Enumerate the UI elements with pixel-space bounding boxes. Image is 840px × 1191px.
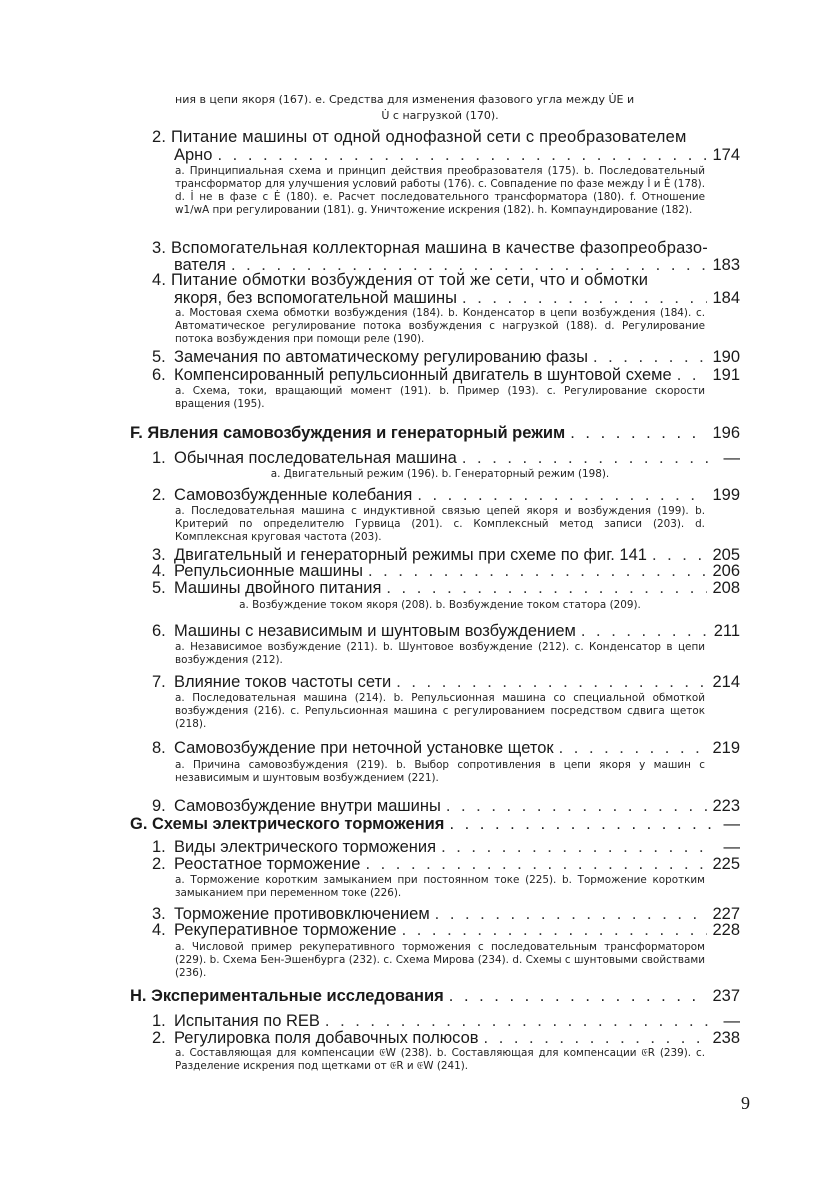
toc-entry: 7. Влияние токов частоты сети . . . 214 bbox=[152, 673, 740, 691]
section-heading-h: H. Экспериментальные исследования . . . 237 bbox=[130, 987, 740, 1005]
toc-entry-title bbox=[152, 128, 687, 146]
toc-entry: 3. Торможение противовключением . . . 227 bbox=[152, 905, 740, 923]
entry-page: 174 bbox=[712, 146, 740, 164]
entry-subtopics: а. Последовательная машина с индуктивной связью цепей якоря и возбуждения (199). b. Критерий по определителю Гурвица (201). с. Комплексный метод записи (203). d. Комплексная круговая частота (203). bbox=[175, 505, 705, 543]
toc-entry: 4. Репульсионные машины . . . 206 bbox=[152, 562, 740, 580]
toc-entry: 5. Машины двойного питания . . . 208 bbox=[152, 579, 740, 597]
entry-subtopics: а. Мостовая схема обмотки возбуждения (184). b. Конденсатор в цепи возбуждения (184). с. Автоматическое регулирование потока возбуждения с нагрузкой (188). d. Регулирование потока возбуждения при помощи реле (190). bbox=[175, 307, 705, 345]
toc-entry: вателя . . . 183 bbox=[174, 256, 740, 274]
section-heading-f: F. Явления самовозбуждения и генераторный режим . . . 196 bbox=[130, 424, 740, 442]
toc-entry: 6. Компенсированный репульсионный двигатель в шунтовой схеме . . . 191 bbox=[152, 366, 740, 384]
toc-entry: 2. Реостатное торможение . . . 225 bbox=[152, 855, 740, 873]
toc-entry-title: 4. Питание обмотки возбуждения от той же сети, что и обмотки bbox=[152, 271, 649, 289]
entry-subtopics: а. Схема, токи, вращающий момент (191). b. Пример (193). с. Регулирование скорости вращения (195). bbox=[175, 385, 705, 410]
entry-subtopics: а. Последовательная машина (214). b. Репульсионная машина со специальной обмоткой возбуждения (216). с. Репульсионная машина с регулированием посредством сдвига щеток (218). bbox=[175, 692, 705, 730]
toc-entry: 6. Машины с независимым и шунтовым возбуждением . . . 211 bbox=[152, 622, 740, 640]
toc-entry: 1. Обычная последовательная машина . . . — bbox=[152, 449, 740, 467]
toc-entry: 2. Регулировка поля добавочных полюсов . . . 238 bbox=[152, 1029, 740, 1047]
toc-entry: 5. Замечания по автоматическому регулированию фазы . . . 190 bbox=[152, 348, 740, 366]
toc-entry: 4. Рекуперативное торможение . . . 228 bbox=[152, 921, 740, 939]
section-heading-g: G. Схемы электрического торможения . . . — bbox=[130, 815, 740, 833]
toc-entry: 3. Двигательный и генераторный режимы при схеме по фиг. 141 . . . 205 bbox=[152, 546, 740, 564]
entry-subtopics: а. Числовой пример рекуперативного торможения с последовательным трансформатором (229). b. Схема Бен-Эшенбурга (232). с. Схема Мирова (234). d. Схемы с шунтовыми свойствами (236). bbox=[175, 941, 705, 979]
entry-number: 2. bbox=[152, 128, 167, 146]
entry-subtopics: а. Причина самовозбуждения (219). b. Выбор сопротивления в цепи якоря у машин с независимым и шунтовым возбуждением (221). bbox=[175, 759, 705, 784]
entry-subtopics: а. Принципиальная схема и принцип действия преобразователя (175). b. Последовательный трансформатор для улучшения условий работы (176). с. Совпадение по фазе между İ и Ė (178). d. İ не в фазе с Ė (180). е. Расчет последовательного трансформатора (180). f. Отношение w1/wA при регулировании (181). g. Уничтожение искрения (182). h. Компаундирование (182). bbox=[175, 165, 705, 216]
entry-subtopics: а. Возбуждение током якоря (208). b. Возбуждение током статора (209). bbox=[239, 599, 641, 611]
continuation-line-b: U̇ с нагрузкой (170). bbox=[381, 109, 499, 122]
toc-entry: 1. Испытания по REB . . . — bbox=[152, 1012, 740, 1030]
continuation-line-a: ния в цепи якоря (167). е. Средства для изменения фазового угла между U̇E и bbox=[175, 93, 635, 106]
toc-entry bbox=[174, 146, 740, 164]
toc-entry: 8. Самовозбуждение при неточной установке щеток . . . 219 bbox=[152, 739, 740, 757]
entry-title-cont: Арно bbox=[174, 146, 213, 164]
toc-entry-title: 3. Вспомогательная коллекторная машина в качестве фазопреобразо- bbox=[152, 239, 708, 257]
toc-entry: 1. Виды электрического торможения . . . — bbox=[152, 838, 740, 856]
toc-entry: 9. Самовозбуждение внутри машины . . . 223 bbox=[152, 797, 740, 815]
page-number: 9 bbox=[741, 1093, 750, 1113]
entry-subtopics: а. Двигательный режим (196). b. Генераторный режим (198). bbox=[270, 468, 610, 480]
toc-entry: якоря, без вспомогательной машины . . . 184 bbox=[174, 289, 740, 307]
entry-subtopics: а. Независимое возбуждение (211). b. Шунтовое возбуждение (212). с. Конденсатор в цепи возбуждения (212). bbox=[175, 641, 705, 666]
entry-subtopics: а. Торможение коротким замыканием при постоянном токе (225). b. Торможение коротким замыканием при переменном токе (226). bbox=[175, 874, 705, 899]
toc-continuation bbox=[175, 92, 705, 124]
entry-subtopics: а. Составляющая для компенсации 𝔈W (238). b. Составляющая для компенсации 𝔈R (239). с. Разделение искрения под щетками от 𝔈R и 𝔈W (241). bbox=[175, 1047, 705, 1072]
entry-title: Питание машины от одной однофазной сети с преобразователем bbox=[170, 128, 687, 146]
toc-entry: 2. Самовозбужденные колебания . . . 199 bbox=[152, 486, 740, 504]
